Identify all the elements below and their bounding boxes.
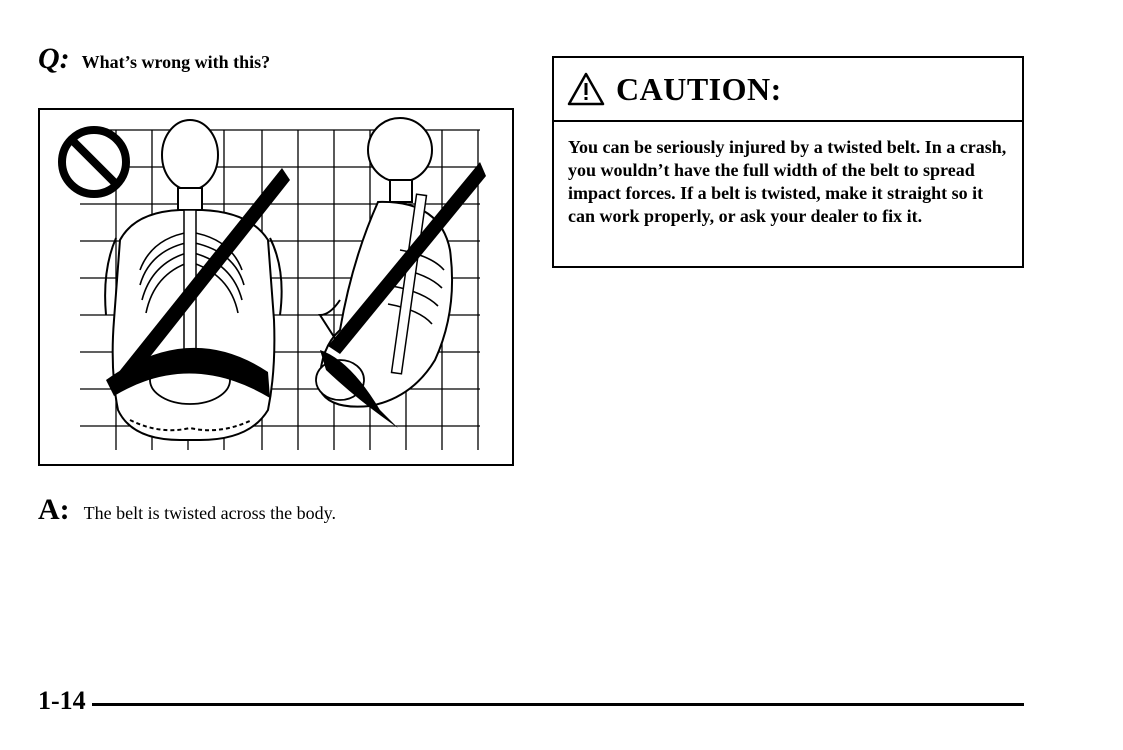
prohibition-icon [62, 130, 126, 194]
caution-body: You can be seriously injured by a twisted belt. In a crash, you wouldn’t have the full width of the belt to spread impact forces. If a belt is twisted, make it straight so it can work properly, or ask your dealer to fix it. [568, 137, 1007, 226]
answer-text: The belt is twisted across the body. [83, 503, 336, 523]
caution-header [554, 58, 1022, 122]
warning-triangle-icon [566, 71, 606, 107]
page-number: 1-14 [38, 686, 86, 715]
question-text: What’s wrong with this? [81, 52, 271, 72]
footer-rule [92, 703, 1024, 706]
caution-box [552, 56, 1024, 268]
caution-title: CAUTION: [616, 70, 782, 107]
twisted-belt-illustration [38, 108, 514, 466]
question-marker: Q: [38, 42, 70, 75]
answer-marker: A: [38, 493, 70, 526]
question-line [38, 44, 270, 74]
answer-line [38, 495, 336, 525]
